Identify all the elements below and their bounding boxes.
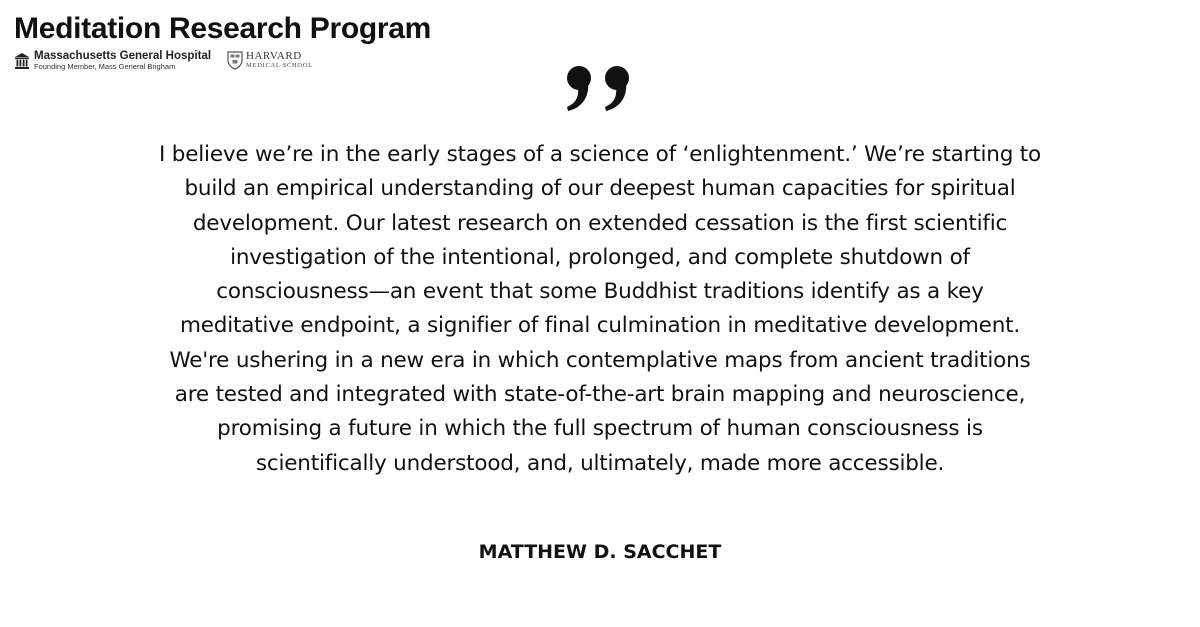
quote-line: We're ushering in a new era in which contemplative maps from ancient traditions [169, 347, 1031, 373]
harvard-name: HARVARD [246, 50, 302, 62]
mgh-subtitle: Founding Member, Mass General Brigham [34, 62, 176, 71]
program-title: Meditation Research Program [14, 12, 432, 45]
quote-mark-icon [564, 64, 636, 112]
quote-line: meditative endpoint, a signifier of final culmination in meditative development. [179, 313, 1020, 339]
quote-line: development. Our latest research on extended cessation is the first scientific [192, 210, 1008, 236]
quote-line: build an empirical understanding of our deepest human capacities for spiritual [184, 176, 1016, 202]
quote-mark [0, 64, 1200, 112]
quote-line: I believe we’re in the early stages of a science of ‘enlightenment.’ We’re starting to [159, 142, 1041, 167]
quote-author: MATTHEW D. SACCHET [478, 541, 722, 563]
header [14, 12, 431, 71]
quote-line: are tested and integrated with state-of-the-art brain mapping and neuroscience, [174, 382, 1026, 408]
quote-line: scientifically understood, and, ultimately, made more accessible. [255, 450, 945, 476]
quote-text [60, 138, 1140, 481]
quote-line: investigation of the intentional, prolonged, and complete shutdown of [230, 244, 970, 270]
quote-line: promising a future in which the full spectrum of human consciousness is [217, 416, 983, 442]
harvard-subtitle: MEDICAL SCHOOL [246, 62, 313, 69]
quote-line: consciousness—an event that some Buddhist traditions identify as a key [216, 279, 984, 305]
mgh-name: Massachusetts General Hospital [34, 50, 212, 62]
